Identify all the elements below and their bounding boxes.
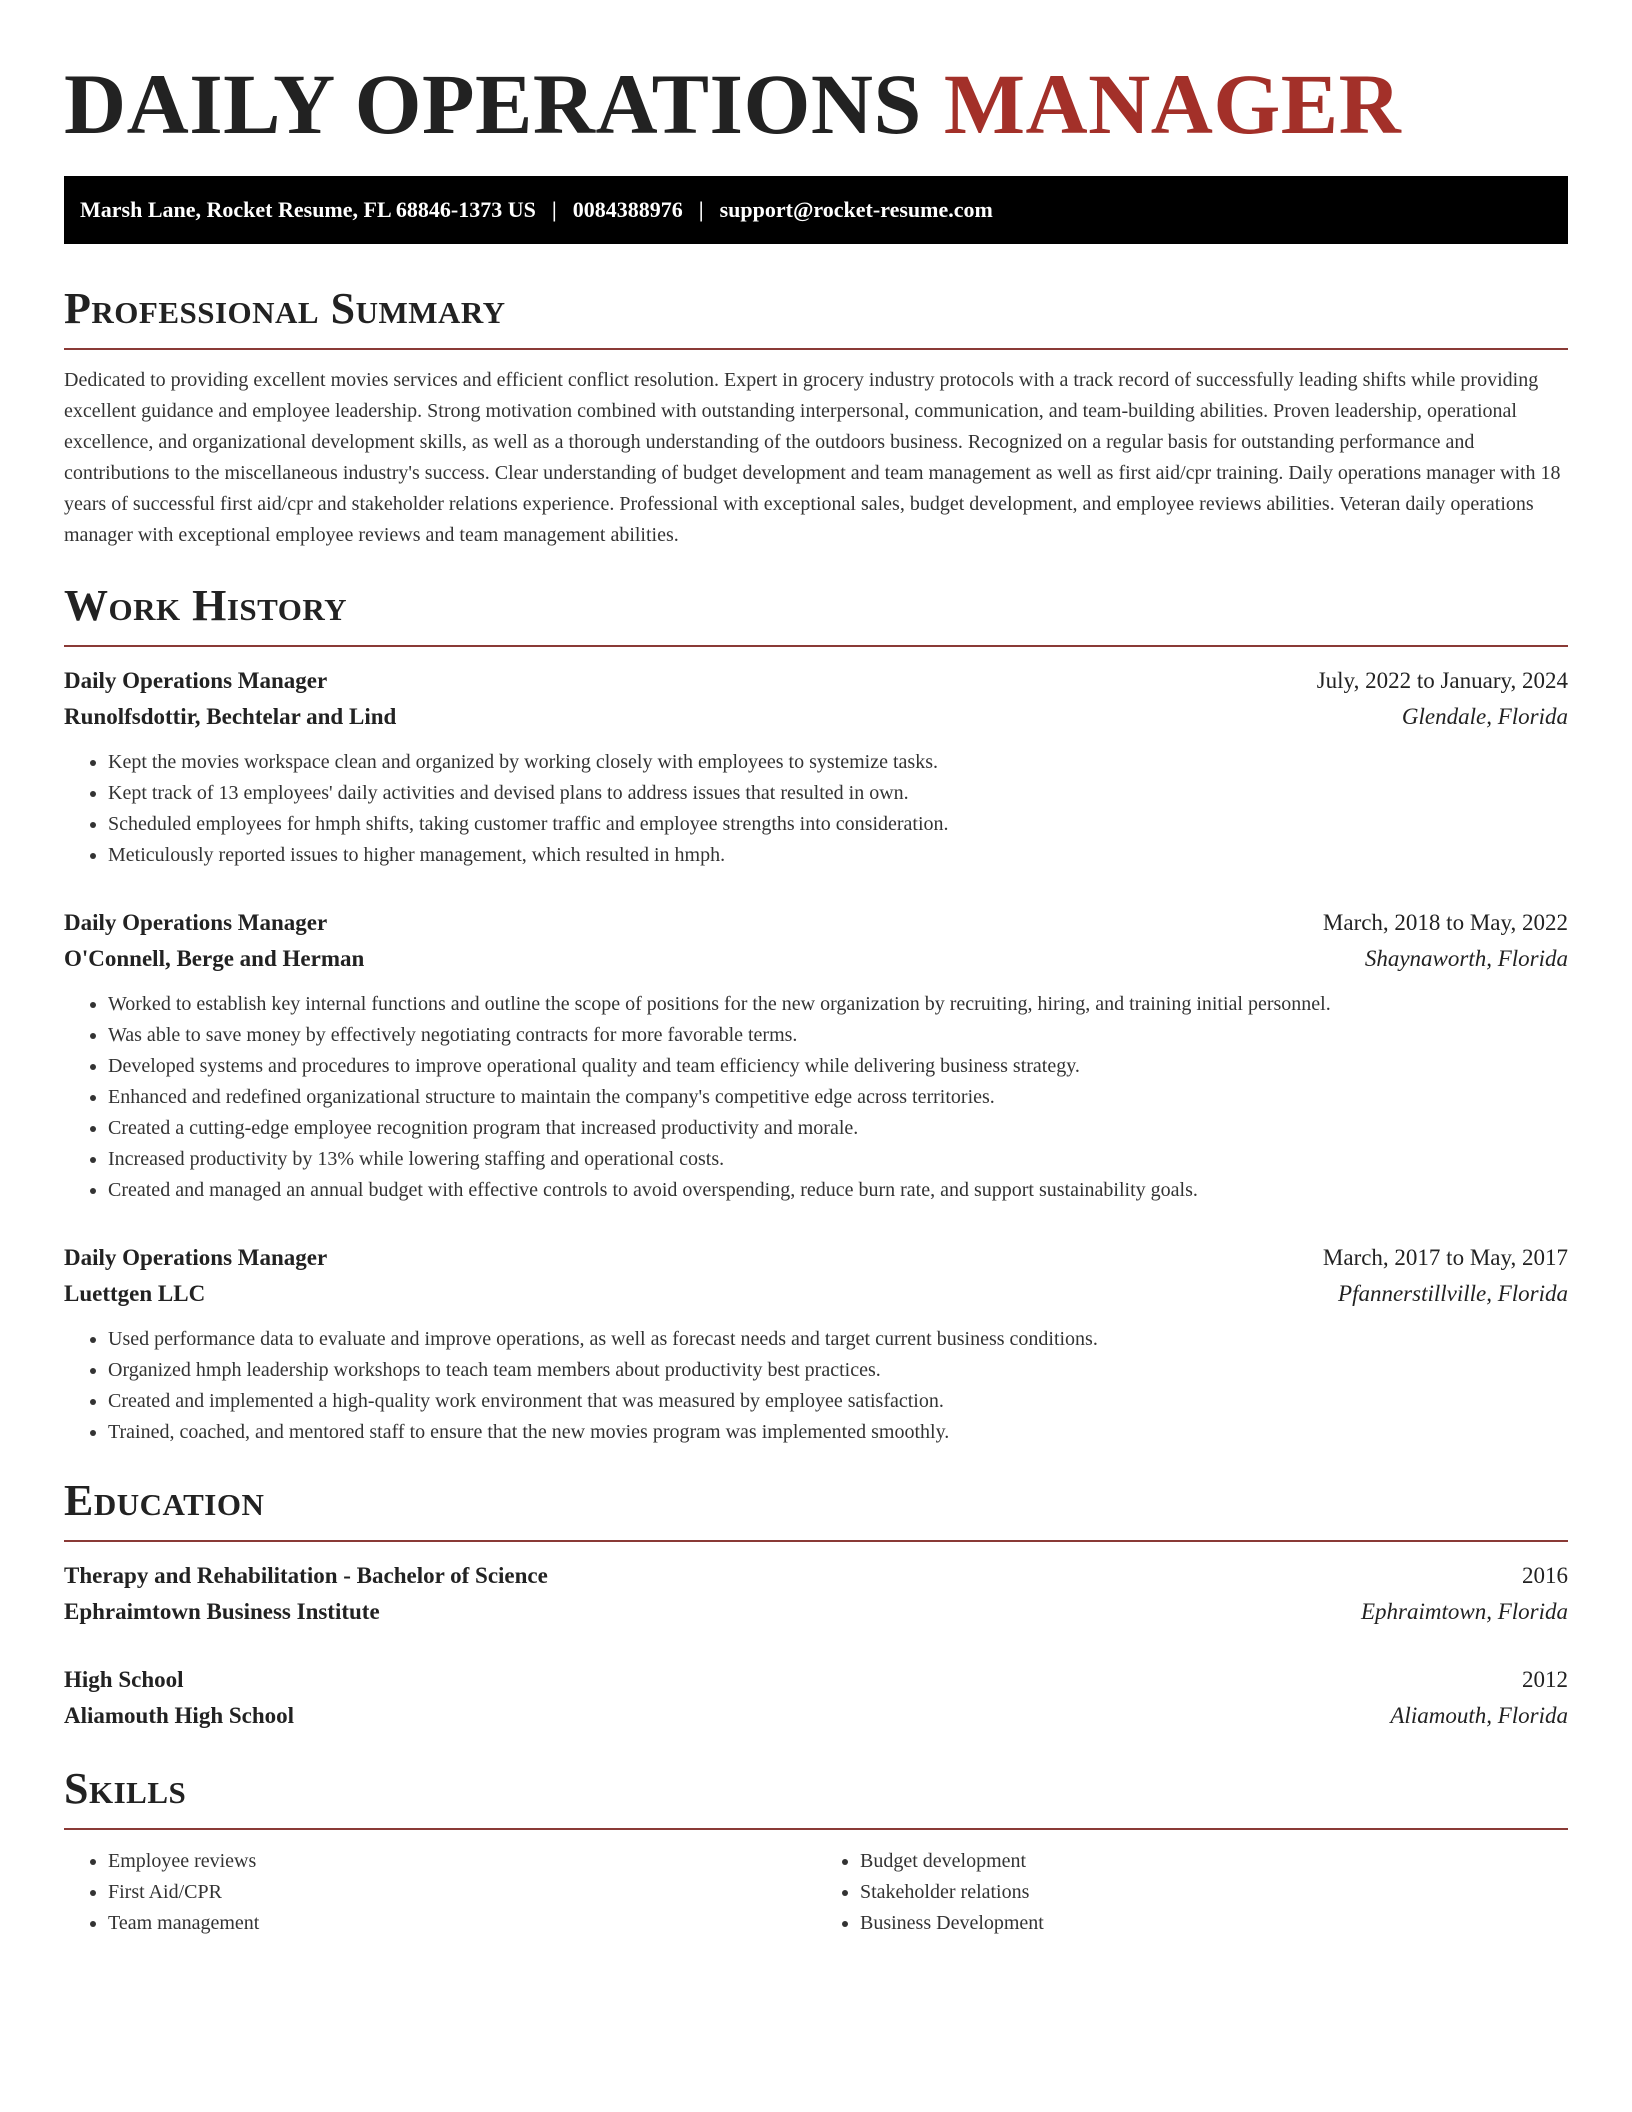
section-divider — [64, 1828, 1568, 1830]
list-item: • Used performance data to evaluate and improve operations, as well as forecast needs and target current business conditions. — [108, 1324, 1568, 1355]
education-section — [64, 1476, 1568, 1734]
education-entry — [64, 1662, 1568, 1734]
list-item: • Scheduled employees for hmph shifts, taking customer traffic and employee strengths into consideration. — [108, 809, 1568, 840]
education-school: Ephraimtown Business Institute — [64, 1599, 380, 1624]
title-main: DAILY OPERATIONS — [64, 56, 922, 152]
list-item: • Kept track of 13 employees' daily activities and devised plans to address issues that resulted in own. — [108, 778, 1568, 809]
skills-columns — [64, 1846, 1568, 1939]
list-item: • Worked to establish key internal functions and outline the scope of positions for the new organization by recruiting, hiring, and training initial personnel. — [108, 989, 1568, 1020]
job-company: Runolfsdottir, Bechtelar and Lind — [64, 704, 397, 729]
list-item: • Organized hmph leadership workshops to teach team members about productivity best practices. — [108, 1355, 1568, 1386]
education-location: Ephraimtown, Florida — [1360, 1599, 1568, 1624]
section-divider — [64, 1540, 1568, 1542]
skill-item: • Team management — [108, 1908, 816, 1939]
job-company: O'Connell, Berge and Herman — [64, 946, 365, 971]
list-item: • Developed systems and procedures to improve operational quality and team efficiency while delivering business strategy. — [108, 1051, 1568, 1082]
list-item: • Kept the movies workspace clean and organized by working closely with employees to systemize tasks. — [108, 747, 1568, 778]
job-location: Shaynaworth, Florida — [1364, 946, 1568, 971]
contact-separator: | — [698, 197, 704, 222]
job-bullets — [64, 747, 1568, 871]
job-bullets — [64, 1324, 1568, 1448]
skills-column-right — [816, 1846, 1568, 1939]
contact-email: support@rocket-resume.com — [719, 197, 993, 222]
skills-list — [64, 1846, 816, 1939]
list-item: • Created and implemented a high-quality work environment that was measured by employee satisfaction. — [108, 1386, 1568, 1417]
section-heading-work: Work History — [64, 581, 348, 630]
list-item: • Enhanced and redefined organizational structure to maintain the company's competitive edge across territories. — [108, 1082, 1568, 1113]
skills-list — [816, 1846, 1568, 1939]
list-item: • Was able to save money by effectively negotiating contracts for more favorable terms. — [108, 1020, 1568, 1051]
skill-item: • Business Development — [860, 1908, 1568, 1939]
section-heading-skills: Skills — [64, 1764, 187, 1813]
list-item: • Trained, coached, and mentored staff to ensure that the new movies program was implemented smoothly. — [108, 1417, 1568, 1448]
job-bullets — [64, 989, 1568, 1206]
skills-section — [64, 1764, 1568, 1939]
summary-text: Dedicated to providing excellent movies services and efficient conflict resolution. Expert in grocery industry protocols with a track record of successfully leading shifts while providing excellent guidance and employee leadership. Strong motivation combined with outstanding interpersonal, communication, and team-building abilities. Proven leadership, operational excellence, and organizational development skills, as well as a thorough understanding of the outdoors business. Recognized on a regular basis for outstanding performance and contributions to the miscellaneous industry's success. Clear understanding of budget development and team management as well as first aid/cpr training. Daily operations manager with 18 years of successful first aid/cpr and stakeholder relations experience. Professional with exceptional sales, budget development, and employee reviews abilities. Veteran daily operations manager with exceptional employee reviews and team management abilities. — [64, 369, 1561, 546]
job-entry — [64, 1240, 1568, 1448]
title-accent: MANAGER — [943, 56, 1402, 152]
education-degree: Therapy and Rehabilitation - Bachelor of Science — [64, 1563, 548, 1588]
job-entry — [64, 663, 1568, 871]
education-entry — [64, 1558, 1568, 1630]
section-divider — [64, 645, 1568, 647]
job-title: Daily Operations Manager — [64, 668, 328, 693]
skill-item: • First Aid/CPR — [108, 1877, 816, 1908]
list-item: • Meticulously reported issues to higher management, which resulted in hmph. — [108, 840, 1568, 871]
education-degree: High School — [64, 1667, 184, 1692]
job-location: Glendale, Florida — [1401, 704, 1568, 729]
job-dates: March, 2017 to May, 2017 — [1322, 1245, 1568, 1270]
job-location: Pfannerstillville, Florida — [1338, 1281, 1568, 1306]
job-company: Luettgen LLC — [64, 1281, 206, 1306]
education-location: Aliamouth, Florida — [1390, 1703, 1568, 1728]
contact-separator: | — [551, 197, 557, 222]
work-history-section — [64, 581, 1568, 1448]
job-entry — [64, 905, 1568, 1206]
skill-item: • Stakeholder relations — [860, 1877, 1568, 1908]
section-heading-education: Education — [64, 1476, 265, 1525]
job-dates: July, 2022 to January, 2024 — [1316, 668, 1568, 693]
contact-bar — [64, 176, 1568, 244]
summary-section — [64, 284, 1568, 551]
job-title: Daily Operations Manager — [64, 910, 328, 935]
list-item: • Increased productivity by 13% while lowering staffing and operational costs. — [108, 1144, 1568, 1175]
job-title: Daily Operations Manager — [64, 1245, 328, 1270]
skill-item: • Budget development — [860, 1846, 1568, 1877]
skills-column-left — [64, 1846, 816, 1939]
skill-item: • Employee reviews — [108, 1846, 816, 1877]
education-year: 2012 — [1522, 1667, 1568, 1692]
job-dates: March, 2018 to May, 2022 — [1322, 910, 1568, 935]
section-divider — [64, 348, 1568, 350]
contact-address: Marsh Lane, Rocket Resume, FL 68846-1373 US — [80, 197, 536, 222]
section-heading-summary: Professional Summary — [64, 284, 506, 333]
contact-phone: 0084388976 — [572, 197, 683, 222]
list-item: • Created a cutting-edge employee recognition program that increased productivity and morale. — [108, 1113, 1568, 1144]
list-item: • Created and managed an annual budget with effective controls to avoid overspending, reduce burn rate, and support sustainability goals. — [108, 1175, 1568, 1206]
resume-title — [64, 58, 1568, 150]
education-year: 2016 — [1522, 1563, 1568, 1588]
education-school: Aliamouth High School — [64, 1703, 295, 1728]
